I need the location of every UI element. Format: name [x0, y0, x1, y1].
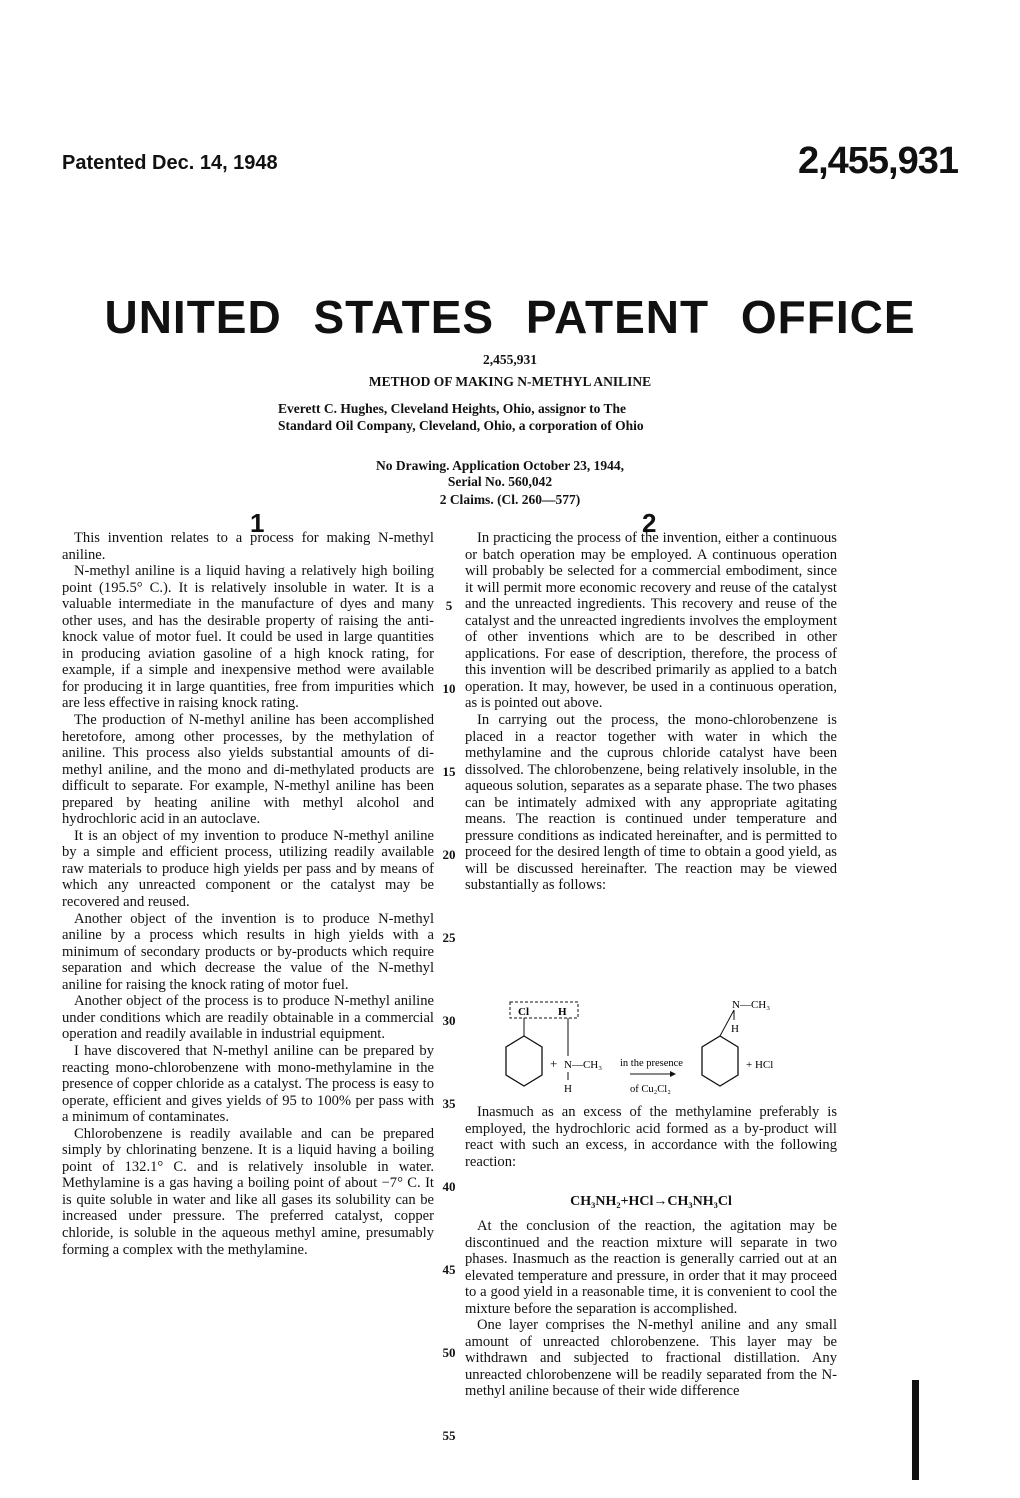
reaction-diagram — [490, 1000, 850, 1100]
hcl-product: + HCl — [746, 1059, 774, 1071]
patented-date: Patented Dec. 14, 1948 — [62, 152, 278, 174]
line-number: 25 — [442, 930, 456, 945]
presence-label: in the presence — [620, 1058, 683, 1069]
plus-sign: + — [550, 1056, 558, 1071]
product-n-methyl: N—CH₃ — [732, 1000, 771, 1011]
line-number: 35 — [442, 1096, 456, 1111]
application-block — [290, 458, 710, 490]
product-h: H — [731, 1023, 739, 1035]
line-number: 40 — [442, 1179, 456, 1194]
paragraph: This invention relates to a process for making N-methyl aniline. — [62, 530, 434, 563]
paragraph: In carrying out the process, the mono-chlorobenzene is placed in a reactor together with water in which the methylamine and the cuprous chloride catalyst have been dissolved. The chlorobenzene, being relatively insoluble, in the aqueous solution, separates as a separate phase. The two phases can be intimately admixed with any appropriate agitating means. The reaction is continued under temperature and pressure conditions as indicated hereinafter, and is permitted to proceed for the desired length of time to obtain a good yield, as will be discussed hereinafter. The reaction may be viewed substantially as follows: — [465, 712, 837, 894]
application-line: No Drawing. Application October 23, 1944, — [375, 458, 624, 473]
right-column-top — [465, 530, 837, 894]
office-title: UNITED STATES PATENT OFFICE — [104, 291, 916, 343]
paragraph: At the conclusion of the reaction, the agitation may be discontinued and the reaction mixture will separate in two phases. Inasmuch as the reaction is generally carried out at an elevated temperature and pressure, in order that it may proceed to a good yield in a reasonable time, it is convenient to cool the mixture before the separation is accomplished. — [465, 1218, 837, 1317]
line-number: 55 — [442, 1428, 456, 1443]
column-number-left: 1 — [250, 508, 265, 538]
right-column-mid — [465, 1104, 837, 1170]
paragraph: Chlorobenzene is readily available and can be prepared simply by chlorinating benzene. It is a liquid having a boiling point of 132.1° C. and is relatively insoluble in water. Methylamine is a gas having a boiling point of about −7° C. It is quite soluble in water and like all gases its solubility can be increased under pressure. The preferred catalyst, copper chloride, is soluble in the aqueous methyl amine, presumably forming a complex with the methylamine. — [62, 1125, 434, 1258]
right-column-bottom — [465, 1218, 837, 1400]
line-number: 10 — [442, 681, 456, 696]
paragraph: I have discovered that N-methyl aniline can be prepared by reacting mono-chlorobenzene with mono-methylamine in the presence of copper chloride as a catalyst. The process is easy to operate, efficient and gives yields of 95 to 100% per pass with a minimum of contaminates. — [62, 1042, 434, 1126]
h-label: H — [558, 1006, 567, 1018]
paragraph: The production of N-methyl aniline has been accomplished heretofore, among other processes, by the methylation of aniline. This process also yields substantial amounts of di-methyl aniline, and the mono and di-methylated products are difficult to separate. For example, N-methyl aniline has been prepared by heating aniline with methyl alcohol and hydrochloric acid in an autoclave. — [62, 712, 434, 828]
paragraph: Inasmuch as an excess of the methylamine preferably is employed, the hydrochloric acid formed as a by-product will react with such an excess, in accordance with the following reaction: — [465, 1104, 837, 1170]
line-number: 5 — [445, 598, 453, 613]
patent-number: 2,455,931 — [797, 140, 958, 182]
catalyst-label: of Cu₂Cl₂ — [630, 1084, 671, 1095]
inventor-line: Everett C. Hughes, Cleveland Heights, Ohio, assignor to The Standard Oil Company, Cleveland, Ohio, a corporation of Ohio — [278, 401, 644, 433]
line-number: 15 — [442, 764, 456, 779]
benzene-ring — [506, 1036, 542, 1086]
paragraph: Another object of the invention is to produce N-methyl aniline by a process which results in high yields with a minimum of secondary products or by-products which require separation and which decrease the value of the N-methyl aniline for raising the knock rating of motor fuel. — [62, 910, 434, 993]
paragraph: Another object of the process is to produce N-methyl aniline under conditions which are readily obtainable in a commercial operation and readily available in industrial equipment. — [62, 993, 434, 1043]
patent-number-small: 2,455,931 — [483, 352, 537, 367]
cl-label: Cl — [518, 1006, 529, 1018]
invention-title: METHOD OF MAKING N-METHYL ANILINE — [368, 374, 652, 389]
left-column — [62, 530, 434, 1258]
line-number: 50 — [442, 1345, 456, 1360]
arrow-head — [670, 1071, 676, 1077]
h-below-label: H — [564, 1083, 572, 1095]
n-methyl-reactant: N—CH₃ — [564, 1059, 603, 1071]
paragraph: It is an object of my invention to produce N-methyl aniline by a simple and efficient process, utilizing readily available raw materials to produce high yields per pass and by means of which any unreacted component or the catalyst may be recovered and reused. — [62, 827, 434, 911]
line-number: 45 — [442, 1262, 456, 1277]
line-number: 30 — [442, 1013, 456, 1028]
paragraph: One layer comprises the N-methyl aniline and any small amount of unreacted chlorobenzene. This layer may be withdrawn and subjected to fractional distillation. Any unreacted chlorobenzene will be readily separated from the N-methyl aniline because of their wide difference — [465, 1317, 837, 1400]
serial-line: Serial No. 560,042 — [447, 474, 553, 489]
benzene-ring-product — [702, 1036, 738, 1086]
margin-bar — [912, 1380, 919, 1480]
paragraph: N-methyl aniline is a liquid having a relatively high boiling point (195.5° C.). It is relatively insoluble in water. It is a valuable intermediate in the manufacture of dyes and many other uses, and has the desirable property of raising the anti-knock value of motor fuel. It could be used in large quantities in producing aviation gasoline of a high knock rating, for example, if a simple and inexpensive method were available for producing it in large quantities, free from impurities which are less effective in raising knock rating. — [62, 563, 434, 712]
paragraph: In practicing the process of the invention, either a continuous or batch operation may be employed. A continuous operation will probably be selected for a commercial embodiment, since it will permit more economic recovery and reuse of the catalyst and the unreacted ingredients. This recovery and reuse of the catalyst and the unreacted ingredients involves the employment of other inventions which are to be described in other applications. For ease of description, therefore, the process of this invention will be described primarily as applied to a batch operation. It may, however, be used in a continuous operation, as is pointed out above. — [465, 530, 837, 712]
column-number-right: 2 — [642, 508, 657, 538]
claims-line: 2 Claims. (Cl. 260—577) — [439, 492, 581, 507]
line-number: 20 — [442, 847, 456, 862]
byproduct-equation: CH₃NH₂+HCl→CH₃NH₃Cl — [570, 1194, 732, 1209]
